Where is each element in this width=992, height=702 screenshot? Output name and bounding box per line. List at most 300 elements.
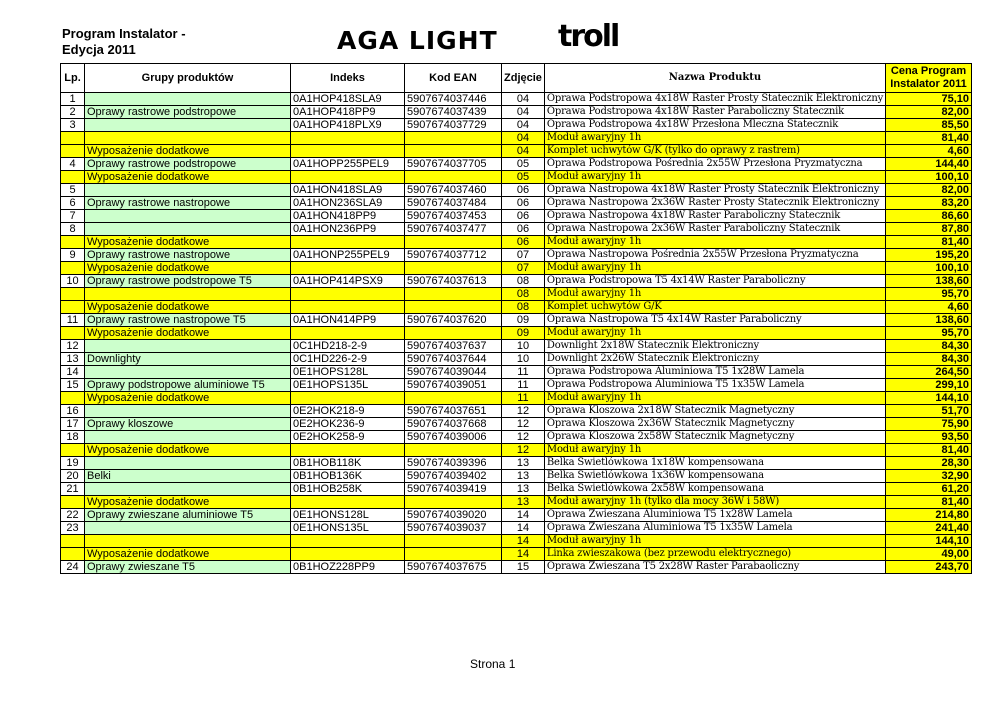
row-photo-number: 06 — [502, 210, 545, 223]
table-row — [61, 444, 972, 457]
row-photo-number: 06 — [502, 223, 545, 236]
row-lp: 15 — [61, 379, 85, 392]
row-photo-number: 04 — [502, 145, 545, 158]
header-lp: Lp. — [61, 64, 85, 93]
row-lp: 2 — [61, 106, 85, 119]
row-product-name: Oprawa Nastropowa 4x18W Raster Prosty Statecznik Elektroniczny — [544, 184, 885, 197]
table-row — [61, 470, 972, 483]
row-ean: 5907674037675 — [405, 561, 502, 574]
table-row — [61, 496, 972, 509]
row-group — [85, 184, 291, 197]
header-nazwa: Nazwa Produktu — [544, 64, 885, 93]
table-row — [61, 288, 972, 301]
row-lp: 7 — [61, 210, 85, 223]
row-lp: 9 — [61, 249, 85, 262]
row-index: 0A1HOP418SLA9 — [291, 93, 405, 106]
table-row — [61, 535, 972, 548]
row-ean — [405, 145, 502, 158]
row-price: 75,10 — [886, 93, 972, 106]
row-photo-number: 10 — [502, 353, 545, 366]
row-index: 0B1HOB136K — [291, 470, 405, 483]
row-index: 0A1HOP418PP9 — [291, 106, 405, 119]
row-photo-number: 12 — [502, 444, 545, 457]
table-row — [61, 418, 972, 431]
row-lp: 23 — [61, 522, 85, 535]
row-price: 144,40 — [886, 158, 972, 171]
row-photo-number: 13 — [502, 470, 545, 483]
row-photo-number: 06 — [502, 197, 545, 210]
row-product-name: Oprawa Kloszowa 2x58W Statecznik Magnetyczny — [544, 431, 885, 444]
row-lp: 19 — [61, 457, 85, 470]
table-row — [61, 522, 972, 535]
row-ean: 5907674039044 — [405, 366, 502, 379]
row-product-name: Oprawa Podstropowa Aluminiowa T5 1x28W Lamela — [544, 366, 885, 379]
table-row — [61, 301, 972, 314]
row-product-name: Moduł awaryjny 1h — [544, 392, 885, 405]
row-photo-number: 12 — [502, 405, 545, 418]
row-product-name: Belka Świetlówkowa 2x58W kompensowana — [544, 483, 885, 496]
row-ean: 5907674037651 — [405, 405, 502, 418]
table-row — [61, 366, 972, 379]
table-row — [61, 405, 972, 418]
row-lp — [61, 535, 85, 548]
row-price: 100,10 — [886, 171, 972, 184]
row-lp — [61, 548, 85, 561]
row-group — [85, 457, 291, 470]
row-ean: 5907674037613 — [405, 275, 502, 288]
row-price: 214,80 — [886, 509, 972, 522]
table-header-row — [61, 64, 972, 93]
row-lp: 22 — [61, 509, 85, 522]
row-lp — [61, 145, 85, 158]
row-ean: 5907674039020 — [405, 509, 502, 522]
row-product-name: Oprawa Kloszowa 2x36W Statecznik Magnetyczny — [544, 418, 885, 431]
row-index: 0A1HON414PP9 — [291, 314, 405, 327]
row-price: 144,10 — [886, 392, 972, 405]
row-product-name: Belka Świetlówkowa 1x36W kompensowana — [544, 470, 885, 483]
header-ean: Kod EAN — [405, 64, 502, 93]
row-ean: 5907674037439 — [405, 106, 502, 119]
row-photo-number: 07 — [502, 262, 545, 275]
troll-logo: troll — [558, 19, 619, 54]
row-product-name: Moduł awaryjny 1h — [544, 444, 885, 457]
row-lp: 4 — [61, 158, 85, 171]
row-price: 84,30 — [886, 340, 972, 353]
title-line-2: Edycja 2011 — [62, 42, 136, 57]
row-price: 86,60 — [886, 210, 972, 223]
document-title — [62, 26, 186, 58]
row-group: Oprawy podstropowe aluminiowe T5 — [85, 379, 291, 392]
row-product-name: Moduł awaryjny 1h (tylko dla mocy 36W i 58W) — [544, 496, 885, 509]
table-row — [61, 353, 972, 366]
row-group: Oprawy rastrowe nastropowe T5 — [85, 314, 291, 327]
row-ean — [405, 548, 502, 561]
table-row — [61, 314, 972, 327]
row-product-name: Moduł awaryjny 1h — [544, 327, 885, 340]
row-price: 83,20 — [886, 197, 972, 210]
row-photo-number: 14 — [502, 548, 545, 561]
row-product-name: Belka Świetlówkowa 1x18W kompensowana — [544, 457, 885, 470]
row-product-name: Moduł awaryjny 1h — [544, 171, 885, 184]
row-price: 95,70 — [886, 288, 972, 301]
row-price: 144,10 — [886, 535, 972, 548]
row-photo-number: 05 — [502, 171, 545, 184]
row-product-name: Oprawa Zwieszana T5 2x28W Raster Parabaoliczny — [544, 561, 885, 574]
row-photo-number: 14 — [502, 522, 545, 535]
row-lp: 13 — [61, 353, 85, 366]
row-photo-number: 11 — [502, 366, 545, 379]
table-row — [61, 561, 972, 574]
row-ean — [405, 301, 502, 314]
row-photo-number: 11 — [502, 392, 545, 405]
row-index: 0B1HOZ228PP9 — [291, 561, 405, 574]
table-row — [61, 249, 972, 262]
row-index: 0E1HONS135L — [291, 522, 405, 535]
row-group — [85, 119, 291, 132]
row-group — [85, 431, 291, 444]
row-index — [291, 444, 405, 457]
row-group: Wyposażenie dodatkowe — [85, 171, 291, 184]
row-product-name: Moduł awaryjny 1h — [544, 236, 885, 249]
row-photo-number: 13 — [502, 483, 545, 496]
row-ean — [405, 171, 502, 184]
row-index: 0C1HD218-2-9 — [291, 340, 405, 353]
table-row — [61, 197, 972, 210]
row-photo-number: 11 — [502, 379, 545, 392]
header-indeks: Indeks — [291, 64, 405, 93]
price-list-table — [60, 63, 972, 574]
row-photo-number: 04 — [502, 119, 545, 132]
row-lp: 16 — [61, 405, 85, 418]
row-price: 195,20 — [886, 249, 972, 262]
table-row — [61, 106, 972, 119]
row-product-name: Oprawa Podstropowa 4x18W Raster Paraboliczny Statecznik — [544, 106, 885, 119]
row-product-name: Linka zwieszakowa (bez przewodu elektrycznego) — [544, 548, 885, 561]
row-group: Wyposażenie dodatkowe — [85, 301, 291, 314]
row-product-name: Moduł awaryjny 1h — [544, 132, 885, 145]
row-photo-number: 09 — [502, 327, 545, 340]
row-lp — [61, 444, 85, 457]
row-ean: 5907674037644 — [405, 353, 502, 366]
row-price: 84,30 — [886, 353, 972, 366]
header-grupy: Grupy produktów — [85, 64, 291, 93]
row-group: Wyposażenie dodatkowe — [85, 548, 291, 561]
row-lp — [61, 236, 85, 249]
row-index: 0A1HON236SLA9 — [291, 197, 405, 210]
row-lp: 11 — [61, 314, 85, 327]
row-price: 93,50 — [886, 431, 972, 444]
row-group: Wyposażenie dodatkowe — [85, 444, 291, 457]
row-ean — [405, 288, 502, 301]
table-row — [61, 262, 972, 275]
row-product-name: Downlight 2x18W Statecznik Elektroniczny — [544, 340, 885, 353]
row-group: Wyposażenie dodatkowe — [85, 327, 291, 340]
row-group — [85, 93, 291, 106]
row-group — [85, 288, 291, 301]
header-zdjecie: Zdjęcie — [502, 64, 545, 93]
row-photo-number: 07 — [502, 249, 545, 262]
row-price: 138,60 — [886, 314, 972, 327]
row-index: 0A1HOPP255PEL9 — [291, 158, 405, 171]
row-index: 0B1HOB258K — [291, 483, 405, 496]
row-index: 0A1HOP414PSX9 — [291, 275, 405, 288]
row-product-name: Komplet uchwytów G/K — [544, 301, 885, 314]
row-photo-number: 12 — [502, 431, 545, 444]
row-product-name: Oprawa Nastropowa Pośrednia 2x55W Przesłona Pryzmatyczna — [544, 249, 885, 262]
row-lp: 5 — [61, 184, 85, 197]
row-lp: 18 — [61, 431, 85, 444]
row-price: 51,70 — [886, 405, 972, 418]
row-product-name: Oprawa Podstropowa Pośrednia 2x55W Przesłona Pryzmatyczna — [544, 158, 885, 171]
row-price: 81,40 — [886, 444, 972, 457]
row-ean: 5907674037668 — [405, 418, 502, 431]
row-ean — [405, 262, 502, 275]
row-index — [291, 236, 405, 249]
row-ean: 5907674039419 — [405, 483, 502, 496]
table-row — [61, 392, 972, 405]
row-ean: 5907674037729 — [405, 119, 502, 132]
row-group — [85, 405, 291, 418]
row-lp: 3 — [61, 119, 85, 132]
row-ean: 5907674037637 — [405, 340, 502, 353]
row-index — [291, 301, 405, 314]
row-price: 4,60 — [886, 145, 972, 158]
table-row — [61, 340, 972, 353]
row-lp: 12 — [61, 340, 85, 353]
row-price: 243,70 — [886, 561, 972, 574]
row-lp — [61, 132, 85, 145]
row-photo-number: 13 — [502, 496, 545, 509]
row-group: Wyposażenie dodatkowe — [85, 496, 291, 509]
row-group: Oprawy rastrowe podstropowe T5 — [85, 275, 291, 288]
row-price: 61,20 — [886, 483, 972, 496]
row-photo-number: 08 — [502, 275, 545, 288]
row-group: Belki — [85, 470, 291, 483]
row-index: 0E1HOPS135L — [291, 379, 405, 392]
row-photo-number: 06 — [502, 184, 545, 197]
row-product-name: Oprawa Zwieszana Aluminiowa T5 1x28W Lamela — [544, 509, 885, 522]
row-index — [291, 171, 405, 184]
row-product-name: Oprawa Podstropowa T5 4x14W Raster Paraboliczny — [544, 275, 885, 288]
page-footer: Strona 1 — [470, 657, 516, 671]
row-group — [85, 483, 291, 496]
row-ean — [405, 327, 502, 340]
table-row — [61, 327, 972, 340]
row-group — [85, 210, 291, 223]
row-lp: 6 — [61, 197, 85, 210]
row-group: Oprawy rastrowe podstropowe — [85, 158, 291, 171]
row-index — [291, 548, 405, 561]
row-photo-number: 08 — [502, 288, 545, 301]
row-price: 264,50 — [886, 366, 972, 379]
row-lp — [61, 171, 85, 184]
row-product-name: Komplet uchwytów G/K (tylko do oprawy z rastrem) — [544, 145, 885, 158]
row-ean: 5907674039402 — [405, 470, 502, 483]
row-photo-number: 06 — [502, 236, 545, 249]
row-photo-number: 09 — [502, 314, 545, 327]
table-row — [61, 132, 972, 145]
table-row — [61, 457, 972, 470]
row-product-name: Oprawa Nastropowa 2x36W Raster Prosty Statecznik Elektroniczny — [544, 197, 885, 210]
row-lp: 24 — [61, 561, 85, 574]
row-product-name: Oprawa Podstropowa 4x18W Przesłona Mleczna Statecznik — [544, 119, 885, 132]
row-lp — [61, 496, 85, 509]
row-price: 4,60 — [886, 301, 972, 314]
row-lp: 1 — [61, 93, 85, 106]
row-photo-number: 04 — [502, 93, 545, 106]
row-photo-number: 14 — [502, 509, 545, 522]
row-lp — [61, 262, 85, 275]
row-index — [291, 262, 405, 275]
row-group: Oprawy rastrowe podstropowe — [85, 106, 291, 119]
row-product-name: Moduł awaryjny 1h — [544, 288, 885, 301]
row-price: 138,60 — [886, 275, 972, 288]
row-ean: 5907674037453 — [405, 210, 502, 223]
row-ean: 5907674039006 — [405, 431, 502, 444]
row-ean: 5907674037712 — [405, 249, 502, 262]
table-row — [61, 145, 972, 158]
row-index: 0E2HOK218-9 — [291, 405, 405, 418]
table-row — [61, 223, 972, 236]
table-row — [61, 158, 972, 171]
row-index — [291, 496, 405, 509]
row-lp — [61, 392, 85, 405]
row-index: 0A1HOP418PLX9 — [291, 119, 405, 132]
row-price: 95,70 — [886, 327, 972, 340]
row-lp: 20 — [61, 470, 85, 483]
row-group: Wyposażenie dodatkowe — [85, 145, 291, 158]
row-ean: 5907674037460 — [405, 184, 502, 197]
row-group — [85, 366, 291, 379]
row-index: 0E2HOK258-9 — [291, 431, 405, 444]
row-group: Wyposażenie dodatkowe — [85, 262, 291, 275]
row-index — [291, 145, 405, 158]
row-photo-number: 12 — [502, 418, 545, 431]
header-cena: Cena Program Instalator 2011 — [886, 64, 972, 93]
row-ean — [405, 496, 502, 509]
row-price: 100,10 — [886, 262, 972, 275]
row-photo-number: 04 — [502, 106, 545, 119]
row-ean: 5907674037484 — [405, 197, 502, 210]
row-product-name: Oprawa Podstropowa Aluminiowa T5 1x35W Lamela — [544, 379, 885, 392]
row-index — [291, 535, 405, 548]
row-index — [291, 327, 405, 340]
row-index: 0E1HOPS128L — [291, 366, 405, 379]
row-index: 0B1HOB118K — [291, 457, 405, 470]
row-group: Oprawy zwieszane aluminiowe T5 — [85, 509, 291, 522]
row-group: Oprawy zwieszane T5 — [85, 561, 291, 574]
row-product-name: Moduł awaryjny 1h — [544, 262, 885, 275]
row-price: 82,00 — [886, 184, 972, 197]
row-group — [85, 522, 291, 535]
row-price: 299,10 — [886, 379, 972, 392]
row-ean — [405, 444, 502, 457]
row-group — [85, 340, 291, 353]
row-ean: 5907674039396 — [405, 457, 502, 470]
row-product-name: Oprawa Nastropowa 4x18W Raster Paraboliczny Statecznik — [544, 210, 885, 223]
row-lp: 14 — [61, 366, 85, 379]
row-ean: 5907674039037 — [405, 522, 502, 535]
table-row — [61, 93, 972, 106]
row-price: 81,40 — [886, 496, 972, 509]
table-row — [61, 548, 972, 561]
row-group — [85, 535, 291, 548]
row-lp — [61, 288, 85, 301]
table-row — [61, 210, 972, 223]
row-product-name: Oprawa Podstropowa 4x18W Raster Prosty Statecznik Elektroniczny — [544, 93, 885, 106]
row-index — [291, 288, 405, 301]
table-row — [61, 119, 972, 132]
row-product-name: Oprawa Zwieszana Aluminiowa T5 1x35W Lamela — [544, 522, 885, 535]
row-group: Oprawy rastrowe nastropowe — [85, 249, 291, 262]
table-row — [61, 171, 972, 184]
row-ean — [405, 132, 502, 145]
row-group: Oprawy kloszowe — [85, 418, 291, 431]
row-index — [291, 392, 405, 405]
row-group: Wyposażenie dodatkowe — [85, 392, 291, 405]
table-row — [61, 483, 972, 496]
row-lp — [61, 301, 85, 314]
row-ean — [405, 392, 502, 405]
row-ean: 5907674037446 — [405, 93, 502, 106]
row-index: 0A1HON418SLA9 — [291, 184, 405, 197]
row-group — [85, 223, 291, 236]
row-ean: 5907674037705 — [405, 158, 502, 171]
row-photo-number: 13 — [502, 457, 545, 470]
row-product-name: Downlight 2x26W Statecznik Elektroniczny — [544, 353, 885, 366]
table-row — [61, 379, 972, 392]
row-photo-number: 10 — [502, 340, 545, 353]
table-row — [61, 236, 972, 249]
row-lp: 21 — [61, 483, 85, 496]
row-product-name: Oprawa Nastropowa T5 4x14W Raster Paraboliczny — [544, 314, 885, 327]
row-price: 49,00 — [886, 548, 972, 561]
row-index: 0A1HON236PP9 — [291, 223, 405, 236]
row-photo-number: 14 — [502, 535, 545, 548]
row-price: 241,40 — [886, 522, 972, 535]
row-group — [85, 132, 291, 145]
row-ean — [405, 535, 502, 548]
row-group: Wyposażenie dodatkowe — [85, 236, 291, 249]
row-index — [291, 132, 405, 145]
row-product-name: Moduł awaryjny 1h — [544, 535, 885, 548]
row-photo-number: 04 — [502, 132, 545, 145]
aga-light-logo: AGA LIGHT — [337, 26, 498, 55]
table-row — [61, 509, 972, 522]
row-group: Downlighty — [85, 353, 291, 366]
row-price: 85,50 — [886, 119, 972, 132]
row-index: 0A1HON418PP9 — [291, 210, 405, 223]
row-ean: 5907674039051 — [405, 379, 502, 392]
row-price: 82,00 — [886, 106, 972, 119]
row-photo-number: 08 — [502, 301, 545, 314]
row-index: 0A1HONP255PEL9 — [291, 249, 405, 262]
row-ean: 5907674037620 — [405, 314, 502, 327]
row-group: Oprawy rastrowe nastropowe — [85, 197, 291, 210]
row-lp: 8 — [61, 223, 85, 236]
row-ean: 5907674037477 — [405, 223, 502, 236]
row-product-name: Oprawa Kloszowa 2x18W Statecznik Magnetyczny — [544, 405, 885, 418]
row-index: 0E1HONS128L — [291, 509, 405, 522]
row-price: 75,90 — [886, 418, 972, 431]
row-photo-number: 15 — [502, 561, 545, 574]
row-index: 0E2HOK236-9 — [291, 418, 405, 431]
row-price: 32,90 — [886, 470, 972, 483]
row-price: 81,40 — [886, 132, 972, 145]
row-lp — [61, 327, 85, 340]
table-row — [61, 431, 972, 444]
row-lp: 17 — [61, 418, 85, 431]
